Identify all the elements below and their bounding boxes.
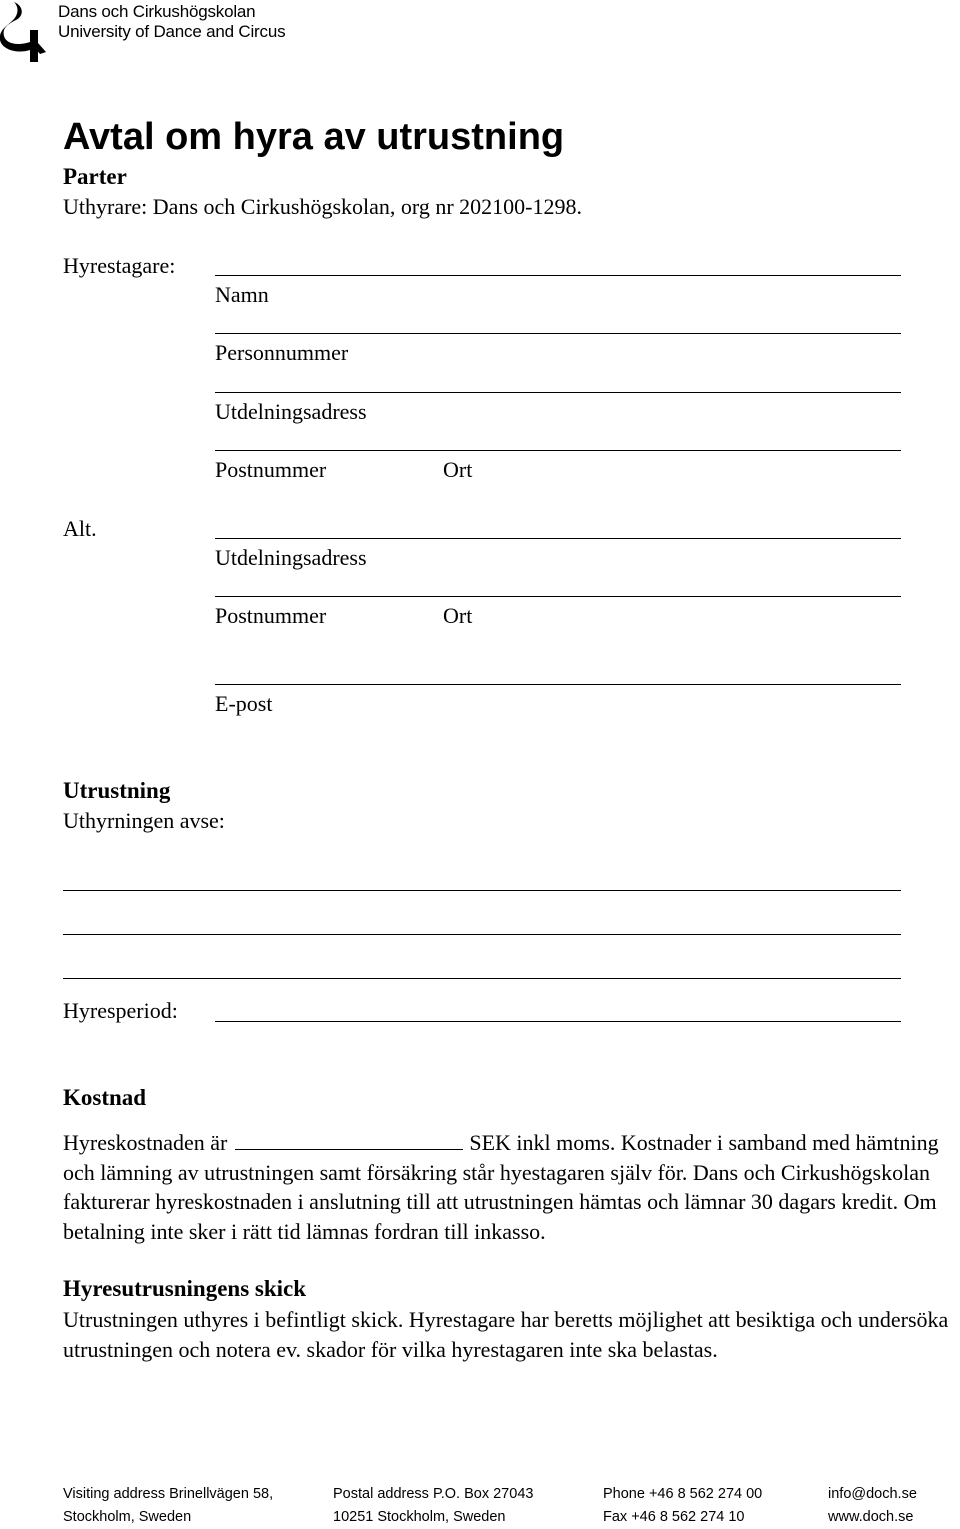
epost-line[interactable] xyxy=(215,684,901,685)
hyresperiod-label: Hyresperiod: xyxy=(63,998,178,1023)
equipment-line-1[interactable] xyxy=(63,890,901,891)
alt-postnummer-label: Postnummer xyxy=(215,603,327,628)
alt-label: Alt. xyxy=(63,516,97,541)
ort-label: Ort xyxy=(443,457,473,482)
epost-label: E-post xyxy=(215,691,273,716)
org-name-sv: Dans och Cirkushögskolan xyxy=(58,2,256,21)
utrustning-heading: Utrustning xyxy=(63,778,171,803)
cost-amount-line[interactable] xyxy=(235,1133,463,1150)
equipment-line-3[interactable] xyxy=(63,978,901,979)
footer-visiting-1: Visiting address Brinellvägen 58, xyxy=(63,1486,274,1502)
equipment-line-2[interactable] xyxy=(63,934,901,935)
university-logo-icon xyxy=(0,0,52,64)
alt-ort-label: Ort xyxy=(443,603,473,628)
parter-heading: Parter xyxy=(63,164,127,189)
footer-email-link[interactable]: info@doch.se xyxy=(828,1486,917,1502)
alt-utdelningsadress-line[interactable] xyxy=(215,538,901,539)
postnummer-label: Postnummer xyxy=(215,457,327,482)
uthyrare-text: Uthyrare: Dans och Cirkushögskolan, org nr 202100-1298. xyxy=(63,194,582,219)
document-title: Avtal om hyra av utrustning xyxy=(63,116,565,158)
avse-label: Uthyrningen avse: xyxy=(63,808,225,833)
footer-visiting-2: Stockholm, Sweden xyxy=(63,1509,192,1525)
postnummer-ort-line[interactable] xyxy=(215,450,901,451)
kostnad-text: SEK inkl moms. Kostnader i samband med hämtning och lämning av utrustningen samt försäkring står hyestagaren själv för. Dans och Cirkushögskolan fakturerar hyreskostnaden i anslutning till att utrustningen hämtas och lämnar 30 dagars kredit. Om betalning inte sker i rätt tid lämnas fordran till inkasso. xyxy=(63,1130,939,1244)
hyresperiod-line[interactable] xyxy=(215,1021,901,1022)
footer-postal-2: 10251 Stockholm, Sweden xyxy=(333,1509,506,1525)
hyrestagare-label: Hyrestagare: xyxy=(63,253,176,278)
namn-label: Namn xyxy=(215,282,269,307)
footer-phone: Phone +46 8 562 274 00 xyxy=(603,1486,763,1502)
namn-line[interactable] xyxy=(215,275,901,276)
alt-postnummer-ort-line[interactable] xyxy=(215,596,901,597)
utdelningsadress-label: Utdelningsadress xyxy=(215,399,367,424)
footer-web-link[interactable]: www.doch.se xyxy=(828,1509,914,1525)
footer-postal-1: Postal address P.O. Box 27043 xyxy=(333,1486,534,1502)
skick-heading: Hyresutrusningens skick xyxy=(63,1276,307,1301)
kostnad-pre-blank: Hyreskostnaden är xyxy=(63,1130,228,1155)
utdelningsadress-line[interactable] xyxy=(215,392,901,393)
org-name-en: University of Dance and Circus xyxy=(58,22,286,41)
kostnad-heading: Kostnad xyxy=(63,1085,147,1110)
personnummer-label: Personnummer xyxy=(215,340,349,365)
footer-fax: Fax +46 8 562 274 10 xyxy=(603,1509,745,1525)
skick-paragraph: Utrustningen uthyres i befintligt skick. Hyrestagare har beretts möjlighet att besiktiga och undersöka utrustningen och notera ev. skador för vilka hyrestagaren inte ska belastas. xyxy=(63,1307,949,1362)
personnummer-line[interactable] xyxy=(215,333,901,334)
kostnad-paragraph xyxy=(63,1128,960,1246)
alt-utdelningsadress-label: Utdelningsadress xyxy=(215,545,367,570)
